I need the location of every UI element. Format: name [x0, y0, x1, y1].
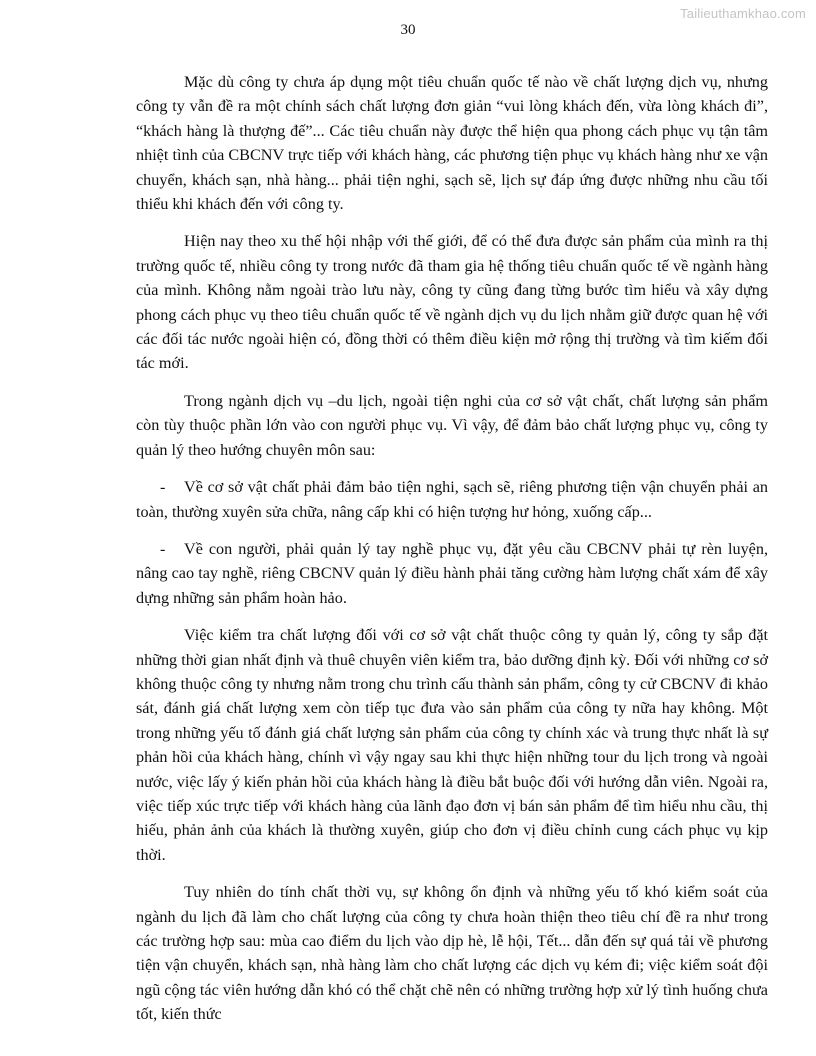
bullet-dash: -	[160, 478, 166, 497]
paragraph-seasonal-issues: Tuy nhiên do tính chất thời vụ, sự không ổn định và những yếu tố khó kiểm soát của ngành du lịch đã làm cho chất lượng của công ty chưa hoàn thiện theo tiêu chí đề ra như trong các trường hợp sau: mùa cao điểm du lịch vào dịp hè, lễ hội, Tết... dẫn đến sự quá tải về phương tiện vận chuyển, khách sạn, nhà hàng làm cho chất lượng các dịch vụ kém đi; việc kiểm soát đội ngũ cộng tác viên hướng dẫn khó có thể chặt chẽ nên có những trường hợp xử lý tình huống chưa tốt, kiến thức	[136, 883, 768, 1024]
bullet-item-facilities	[136, 475, 768, 524]
paragraph-international-standards: Hiện nay theo xu thế hội nhập với thế giới, để có thể đưa được sản phẩm của mình ra thị trường quốc tế, nhiều công ty trong nước đã tham gia hệ thống tiêu chuẩn quốc tế về ngành hàng của mình. Không nằm ngoài trào lưu này, công ty cũng đang từng bước tìm hiểu và xây dựng phong cách phục vụ theo tiêu chuẩn quốc tế về ngành dịch vụ du lịch nhằm giữ được quan hệ với các đối tác nước ngoài hiện có, đồng thời có thêm điều kiện mở rộng thị trường và tìm kiếm đối tác mới.	[136, 232, 768, 373]
paragraph-service-management: Trong ngành dịch vụ –du lịch, ngoài tiện nghi của cơ sở vật chất, chất lượng sản phẩm còn tùy thuộc phần lớn vào con người phục vụ. Vì vậy, để đảm bảo chất lượng phục vụ, công ty quản lý theo hướng chuyên môn sau:	[136, 391, 768, 459]
watermark: Tailieuthamkhao.com	[680, 6, 806, 21]
page-number: 30	[400, 22, 416, 38]
bullet-dash: -	[160, 539, 166, 558]
document-body	[136, 70, 768, 1040]
bullet-text: Về cơ sở vật chất phải đảm bảo tiện nghi, sạch sẽ, riêng phương tiện vận chuyển phải an toàn, thường xuyên sửa chữa, nâng cấp khi có hiện tượng hư hỏng, xuống cấp...	[136, 478, 768, 521]
bullet-item-people	[136, 537, 768, 610]
bullet-text: Về con người, phải quản lý tay nghề phục vụ, đặt yêu cầu CBCNV phải tự rèn luyện, nâng cao tay nghề, riêng CBCNV quản lý điều hành phải tăng cường hàm lượng chất xám để xây dựng những sản phẩm hoàn hảo.	[136, 539, 768, 607]
paragraph-quality-policy: Mặc dù công ty chưa áp dụng một tiêu chuẩn quốc tế nào về chất lượng dịch vụ, nhưng công ty vẫn đề ra một chính sách chất lượng đơn giản “vui lòng khách đến, vừa lòng khách đi”, “khách hàng là thượng đế”... Các tiêu chuẩn này được thể hiện qua phong cách phục vụ tận tâm nhiệt tình của CBCNV trực tiếp với khách hàng, các phương tiện phục vụ khách hàng như xe vận chuyển, khách sạn, nhà hàng... phải tiện nghi, sạch sẽ, lịch sự đáp ứng được những nhu cầu tối thiểu khi khách đến với công ty.	[136, 73, 768, 214]
paragraph-quality-inspection: Việc kiểm tra chất lượng đối với cơ sở vật chất thuộc công ty quản lý, công ty sắp đặt những thời gian nhất định và thuê chuyên viên kiểm tra, bảo dưỡng định kỳ. Đối với những cơ sở không thuộc công ty nhưng nằm trong chu trình cấu thành sản phẩm, công ty cử CBCNV đi khảo sát, đánh giá chất lượng xem còn tiếp tục đưa vào sản phẩm của công ty nữa hay không. Một trong những yếu tố đánh giá chất lượng sản phẩm của công ty chính xác và trung thực nhất là sự phản hồi của khách hàng, chính vì vậy ngay sau khi thực hiện những tour du lịch trong và ngoài nước, việc lấy ý kiến phản hồi của khách hàng là điều bắt buộc đối với hướng dẫn viên. Ngoài ra, việc tiếp xúc trực tiếp với khách hàng của lãnh đạo đơn vị bán sản phẩm để tìm hiểu nhu cầu, thị hiếu, phản ảnh của khách là thường xuyên, giúp cho đơn vị điều chỉnh cung cách phục vụ kịp thời.	[136, 626, 768, 864]
